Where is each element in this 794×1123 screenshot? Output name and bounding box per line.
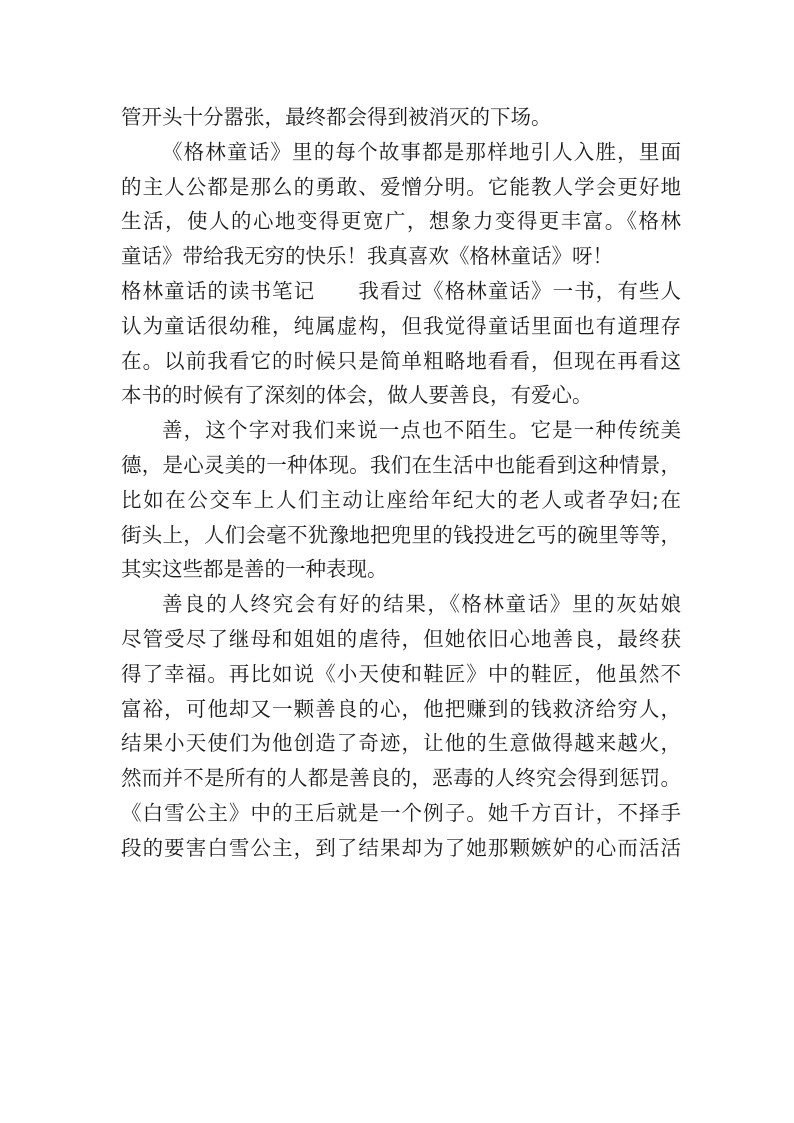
text-line: 结果小天使们为他创造了奇迹，让他的生意做得越来越火，: [121, 731, 681, 756]
text-line: 童话》带给我无穷的快乐！我真喜欢《格林童话》呀！: [121, 244, 613, 269]
text-line: 在。以前我看它的时候只是简单粗略地看看，但现在再看这: [121, 348, 681, 373]
text-line: 《白雪公主》中的王后就是一个例子。她千方百计，不择手: [121, 800, 681, 825]
text-line: 善，这个字对我们来说一点也不陌生。它是一种传统美: [162, 418, 681, 443]
text-line: 尽管受尽了继母和姐姐的虐待，但她依旧心地善良，最终获: [121, 626, 681, 651]
text-line: 然而并不是所有的人都是善良的，恶毒的人终究会得到惩罚。: [121, 766, 681, 791]
text-line: 比如在公交车上人们主动让座给年纪大的老人或者孕妇;在: [121, 487, 681, 512]
text-line: 街头上，人们会毫不犹豫地把兜里的钱投进乞丐的碗里等等，: [121, 522, 681, 547]
text-line: 段的要害白雪公主，到了结果却为了她那颗嫉妒的心而活活: [121, 835, 681, 860]
text-line: 生活，使人的心地变得更宽广，想象力变得更丰富。《格林: [121, 209, 681, 234]
text-line: 其实这些都是善的一种表现。: [121, 557, 388, 582]
body-text: [121, 100, 681, 866]
text-line: 本书的时候有了深刻的体会，做人要善良，有爱心。: [121, 383, 593, 408]
text-line: 德，是心灵美的一种体现。我们在生活中也能看到这种情景，: [121, 452, 681, 477]
text-line: 善良的人终究会有好的结果，《格林童话》里的灰姑娘: [162, 592, 681, 617]
text-line: 的主人公都是那么的勇敢、爱憎分明。它能教人学会更好地: [121, 174, 681, 199]
text-line: 得了幸福。再比如说《小天使和鞋匠》中的鞋匠，他虽然不: [121, 661, 681, 686]
text-line: 认为童话很幼稚，纯属虚构，但我觉得童话里面也有道理存: [121, 313, 681, 338]
text-line: 富裕，可他却又一颗善良的心，他把赚到的钱救济给穷人，: [121, 696, 681, 721]
text-line: 管开头十分嚣张，最终都会得到被消灭的下场。: [121, 105, 552, 129]
text-line: 格林童话的读书笔记 我看过《格林童话》一书，有些人: [121, 278, 681, 303]
text-line: 《格林童话》里的每个故事都是那样地引人入胜，里面: [162, 139, 681, 164]
